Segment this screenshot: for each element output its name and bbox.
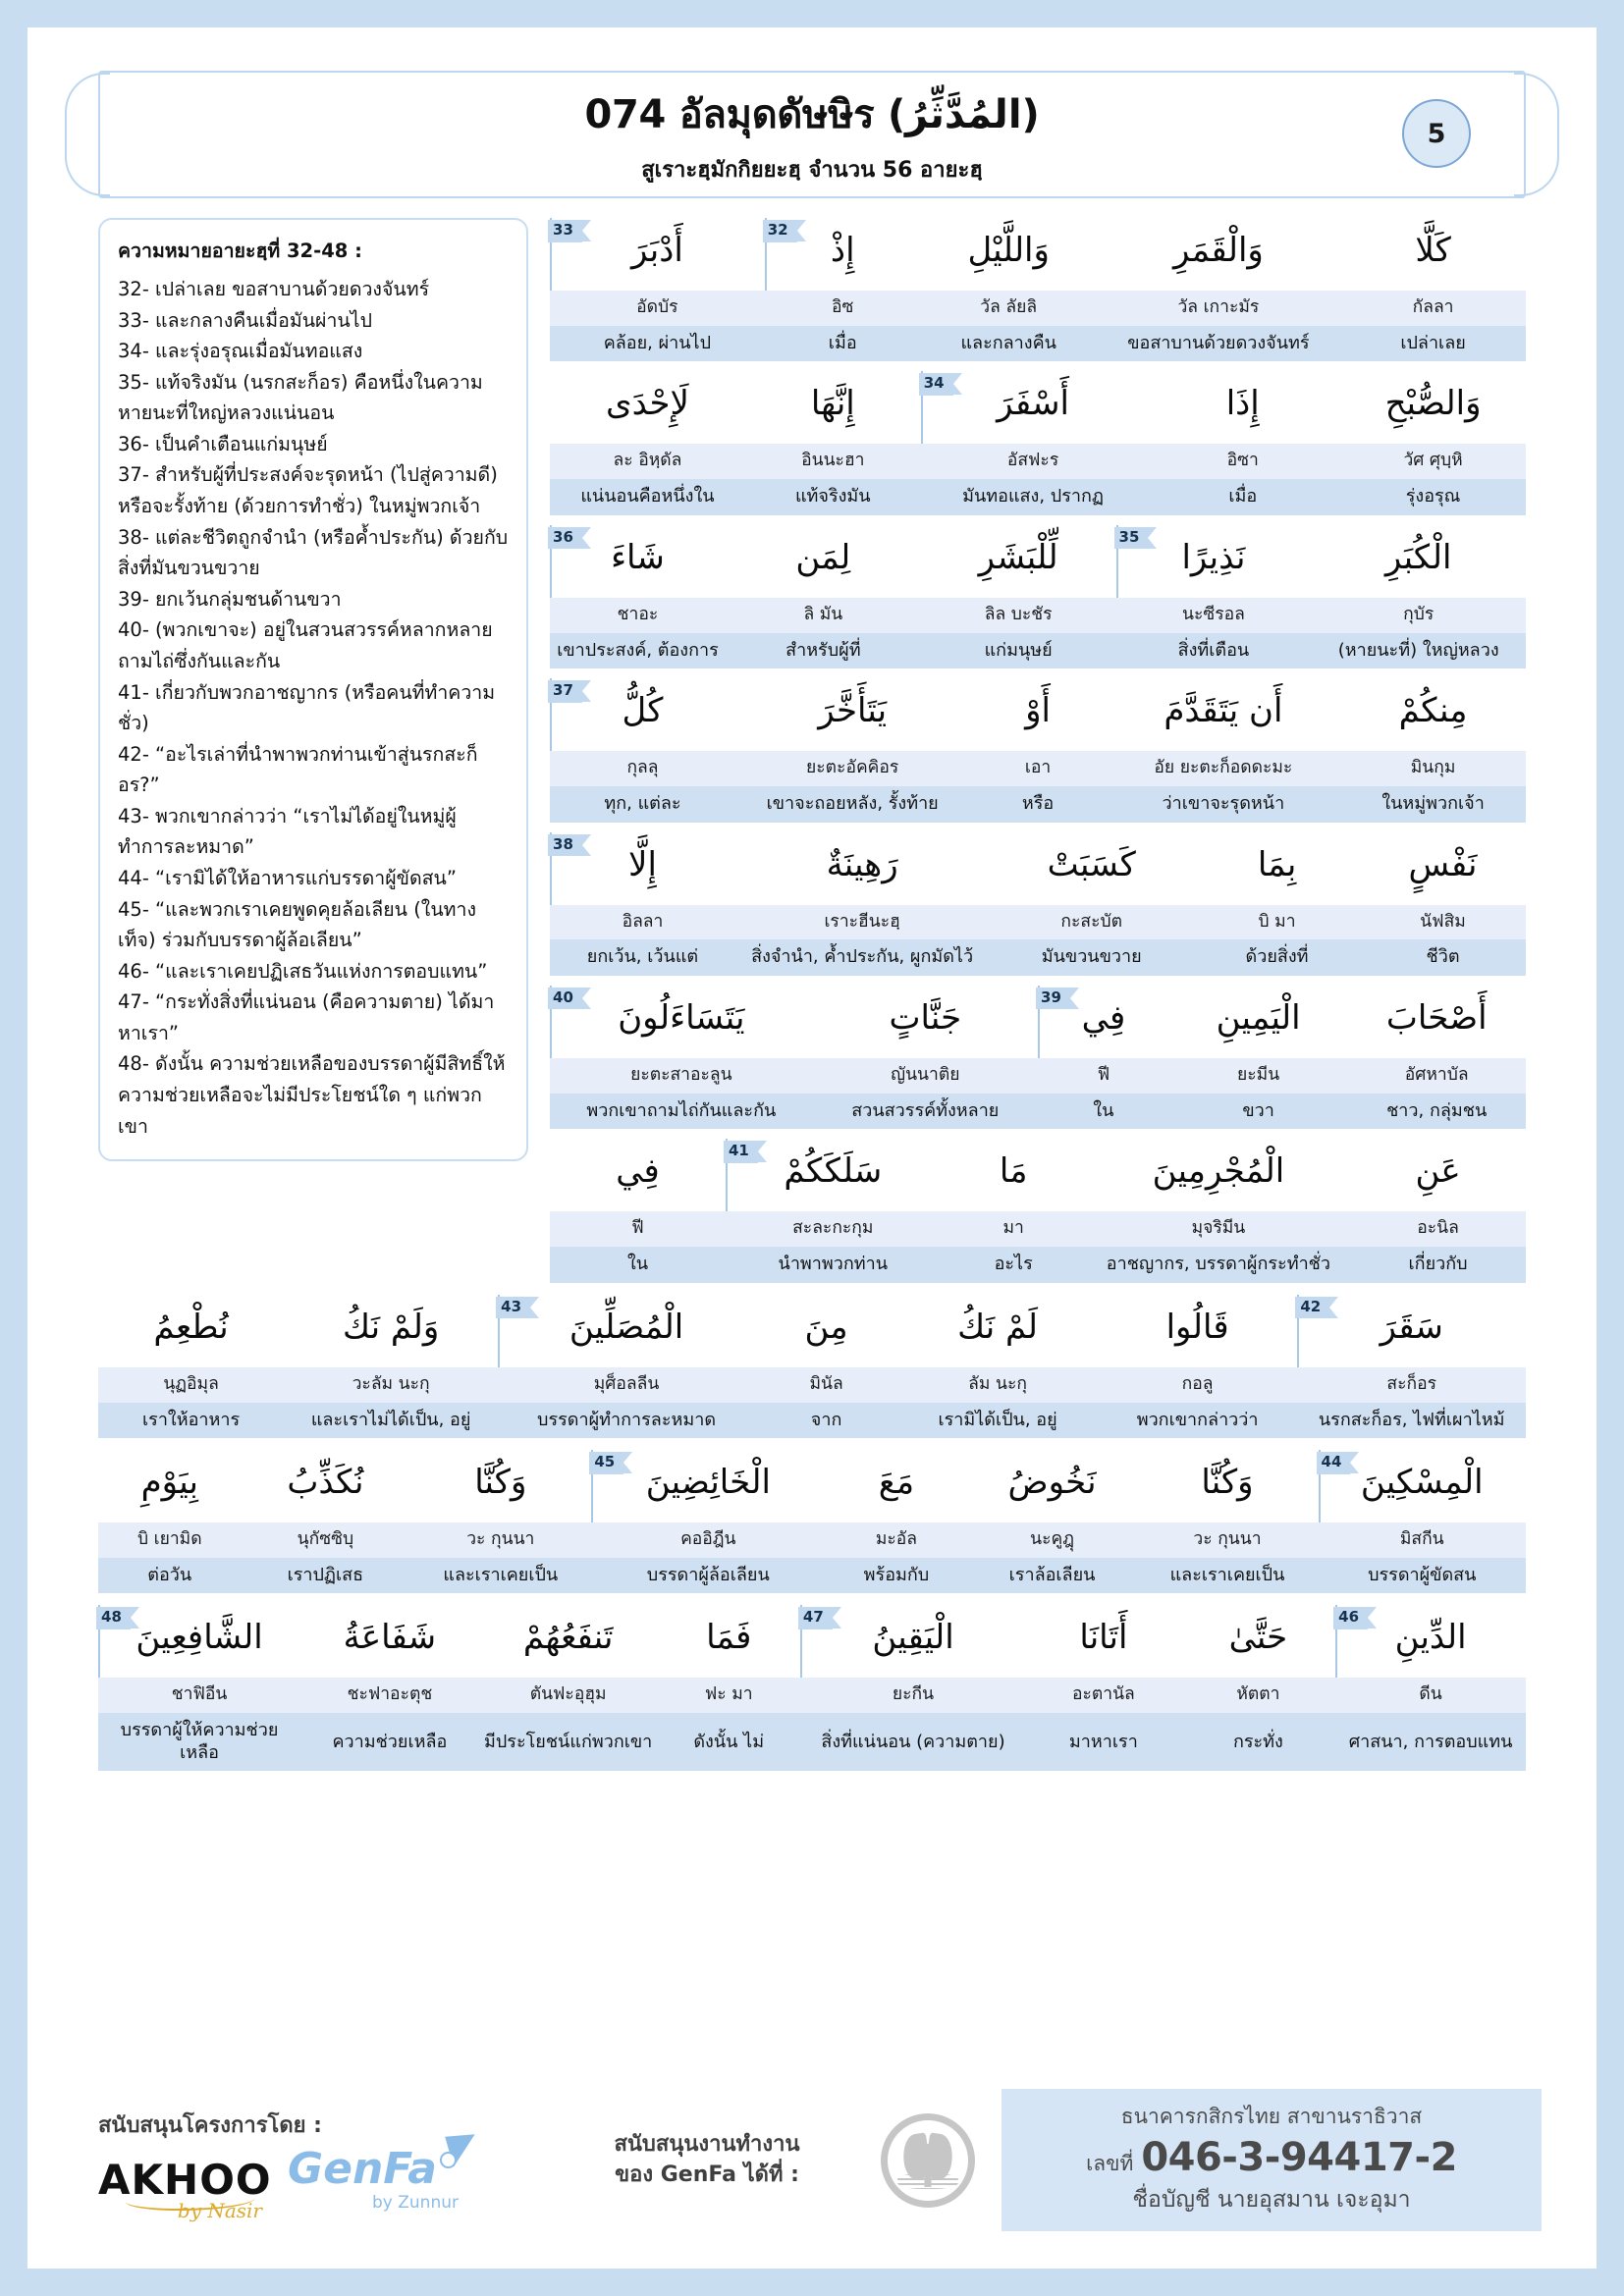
transliteration-cell: มิสกีน xyxy=(1399,1529,1444,1549)
thai-meaning-cell: ใน xyxy=(1093,1099,1114,1121)
meaning-item: 47- “กระทั่งสิ่งที่แน่นอน (คือความตาย) ได้มาหาเรา” xyxy=(118,990,495,1044)
transliteration-cell: มินกุม xyxy=(1410,758,1456,778)
transliteration-cell: ฟี xyxy=(1097,1064,1110,1085)
thai-meaning-cell: และกลางคืน xyxy=(960,332,1056,353)
akhoo-logo xyxy=(98,2156,272,2222)
transliteration-cell: วัล เกาะมัร xyxy=(1177,297,1260,317)
thai-meaning-cell: เขาจะถอยหลัง, รั้งท้าย xyxy=(766,793,939,814)
ayah-number-flag: 32 xyxy=(763,220,797,242)
transliteration-cell: นุกัซซิบุ xyxy=(297,1529,354,1549)
thai-meaning-cell: ขอสาบานด้วยดวงจันทร์ xyxy=(1127,332,1310,353)
bank-seal xyxy=(854,2113,1001,2208)
meaning-panel xyxy=(98,218,528,1161)
meaning-item: 43- พวกเขากล่าวว่า “เราไม่ได้อยู่ในหมู่ผู้ทำการละหมาด” xyxy=(118,804,457,859)
transliteration-cell: นะคูฎุ xyxy=(1030,1529,1074,1549)
arabic-word-cell: حَتَّىٰ xyxy=(1228,1618,1288,1658)
word-row-transliteration-band xyxy=(98,1678,1526,1713)
arabic-word-cell: الْكُبَرِ xyxy=(1384,537,1452,577)
transliteration-cell: ละ อิหฺดัล xyxy=(613,451,682,471)
transliteration-cell: มะอัล xyxy=(875,1529,918,1549)
page-number-badge: 5 xyxy=(1402,99,1471,168)
arabic-word-cell: وَلَمْ نَكُ xyxy=(342,1307,440,1347)
arabic-word-cell: سَقَرَ 42 xyxy=(1297,1295,1526,1367)
word-row xyxy=(550,371,1526,514)
word-row-arabic-word-band xyxy=(550,986,1526,1058)
thai-meaning-cell: ศาสนา, การตอบแทน xyxy=(1348,1731,1513,1752)
word-row xyxy=(550,678,1526,822)
arabic-word-cell: مَعَ xyxy=(878,1463,915,1503)
meaning-item: 45- “และพวกเราเคยพูดคุยล้อเลียน (ในทางเท็จ) ร่วมกับบรรดาผู้ล้อเลียน” xyxy=(118,897,476,952)
arabic-word-cell: نُكَذِّبُ xyxy=(287,1463,364,1503)
thai-meaning-cell: บรรดาผู้ทำการละหมาด xyxy=(537,1409,717,1430)
footer-sponsors xyxy=(98,2108,560,2222)
ayah-number-flag: 48 xyxy=(96,1607,131,1629)
arabic-word-cell: لِّلْبَشَرِ xyxy=(978,537,1058,577)
transliteration-cell: นัฟสิม xyxy=(1420,911,1466,932)
kasikorn-logo-icon xyxy=(881,2113,975,2208)
arabic-word-cell: نَذِيرًا 35 xyxy=(1116,525,1312,598)
transliteration-cell: ฟะ มา xyxy=(704,1684,753,1705)
arabic-word-cell: أَدْبَرَ 33 xyxy=(550,218,765,291)
body xyxy=(98,218,1526,1771)
header xyxy=(98,71,1526,198)
footer xyxy=(98,2089,1542,2231)
word-row xyxy=(550,986,1526,1129)
thai-meaning-cell: ในหมู่พวกเจ้า xyxy=(1381,793,1485,814)
transliteration-cell: กอลู xyxy=(1181,1373,1214,1394)
transliteration-cell: มินัล xyxy=(809,1373,843,1394)
word-row xyxy=(550,1139,1526,1282)
word-row-transliteration-band xyxy=(98,1522,1526,1558)
thai-meaning-cell: แก่มนุษย์ xyxy=(984,639,1053,661)
thai-meaning-cell: หรือ xyxy=(1021,793,1055,814)
word-row-arabic-word-band xyxy=(550,525,1526,598)
account-number: 046-3-94417-2 xyxy=(1141,2135,1457,2180)
thai-meaning-cell: นำพาพวกท่าน xyxy=(778,1254,889,1275)
ayah-number-flag: 37 xyxy=(548,680,582,703)
transliteration-cell: อิซา xyxy=(1226,451,1259,471)
thai-meaning-cell: ทุก, แต่ละ xyxy=(604,793,681,814)
arabic-word-cell: نُطْعِمُ xyxy=(153,1307,229,1347)
meaning-list xyxy=(118,274,509,1142)
word-row-arabic-word-band xyxy=(98,1450,1526,1522)
thai-meaning-cell: ชีวิต xyxy=(1426,946,1460,968)
arabic-word-cell: الْمِسْكِينَ 44 xyxy=(1319,1450,1526,1522)
transliteration-cell: สะละกะกุม xyxy=(792,1218,874,1239)
thai-meaning-cell: แท้จริงมัน xyxy=(794,486,871,507)
transliteration-cell: ญันนาติย xyxy=(891,1064,960,1085)
transliteration-cell: อิลลา xyxy=(622,911,664,932)
word-table-group xyxy=(550,218,1526,1283)
meaning-item: 36- เป็นคำเตือนแก่มนุษย์ xyxy=(118,432,328,455)
account-holder: ชื่อบัญชี นายอุสมาน เจะอุมา xyxy=(1132,2187,1411,2213)
transliteration-cell: หัตตา xyxy=(1236,1684,1280,1705)
thai-meaning-cell: (หายนะที่) ใหญ่หลวง xyxy=(1337,639,1499,661)
transliteration-cell: อะตานัล xyxy=(1071,1684,1135,1705)
thai-meaning-cell: เราล้อเลียน xyxy=(1008,1564,1096,1585)
transliteration-cell: กัลลา xyxy=(1412,297,1454,317)
word-row-thai-meaning-band xyxy=(550,1247,1526,1283)
transliteration-cell: อัศหาบัล xyxy=(1404,1064,1469,1085)
meaning-item: 32- เปล่าเลย ขอสาบานด้วยดวงจันทร์ xyxy=(118,278,430,300)
arabic-word-cell: قَالُوا xyxy=(1165,1307,1229,1347)
transliteration-cell: อินนะฮา xyxy=(801,451,865,471)
transliteration-cell: อัย ยะตะก็อดดะมะ xyxy=(1154,758,1293,778)
bank-name: ธนาคารกสิกรไทย สาขานราธิวาส xyxy=(1120,2105,1423,2128)
transliteration-cell: ชะฟาอะตุช xyxy=(347,1684,433,1705)
account-label: เลขที่ xyxy=(1086,2152,1134,2175)
work-support-line-1: สนับสนุนงานทำงาน xyxy=(614,2131,800,2157)
arabic-word-cell: إِذْ 32 xyxy=(765,218,921,291)
thai-meaning-cell: ใน xyxy=(626,1254,649,1275)
arabic-word-cell: الدِّينِ 46 xyxy=(1335,1605,1526,1678)
meaning-item: 44- “เรามิได้ให้อาหารแก่บรรดาผู้ขัดสน” xyxy=(118,866,457,889)
arabic-word-cell: جَنَّاتٍ xyxy=(889,997,962,1038)
ayah-number-flag: 33 xyxy=(548,220,582,242)
word-row-arabic-word-band xyxy=(550,218,1526,291)
ayah-number-flag: 35 xyxy=(1114,527,1149,550)
thai-meaning-cell: บรรดาผู้ล้อเลียน xyxy=(646,1564,770,1585)
arabic-word-cell: أَسْفَرَ 34 xyxy=(921,371,1146,444)
transliteration-cell: มา xyxy=(1002,1218,1024,1239)
transliteration-cell: วะ กุนนา xyxy=(466,1529,535,1549)
arabic-word-cell: فِي xyxy=(616,1151,660,1192)
arabic-word-cell: مِنكُمْ xyxy=(1398,691,1468,731)
word-row-arabic-word-band xyxy=(98,1605,1526,1678)
thai-meaning-cell: และเราเคยเป็น xyxy=(443,1564,559,1585)
word-row-thai-meaning-band xyxy=(98,1558,1526,1594)
arabic-word-cell: فَمَا xyxy=(706,1618,752,1658)
ayah-number-flag: 45 xyxy=(589,1452,623,1474)
arabic-word-cell: إِنَّهَا xyxy=(810,384,855,424)
genfa-wordmark: GenFa xyxy=(288,2144,437,2194)
thai-meaning-cell: ว่าเขาจะรุดหน้า xyxy=(1162,793,1285,814)
arabic-word-cell: أَتَانَا xyxy=(1079,1618,1128,1658)
transliteration-cell: เราะฮีนะฮฺ xyxy=(824,911,900,932)
word-row-thai-meaning-band xyxy=(550,786,1526,823)
meaning-item: 34- และรุ่งอรุณเมื่อมันทอแสง xyxy=(118,340,363,363)
seal-waves xyxy=(897,2173,958,2189)
arabic-word-cell: يَتَسَاءَلُونَ 40 xyxy=(550,986,813,1058)
word-row-transliteration-band xyxy=(550,598,1526,633)
word-row-thai-meaning-band xyxy=(550,633,1526,669)
genfa-circle-icon xyxy=(440,2152,457,2168)
thai-meaning-cell: บรรดาผู้ขัดสน xyxy=(1368,1564,1477,1585)
thai-meaning-cell: ความช่วยเหลือ xyxy=(332,1731,448,1752)
transliteration-cell: วัศ ศุบฺหิ xyxy=(1403,451,1463,471)
transliteration-cell: บิ มา xyxy=(1258,911,1296,932)
thai-meaning-cell: และเราเคยเป็น xyxy=(1169,1564,1285,1585)
arabic-word-cell: شَفَاعَةُ xyxy=(343,1618,437,1658)
transliteration-cell: มุจริมีน xyxy=(1191,1218,1246,1239)
thai-meaning-cell: สวนสวรรค์ทั้งหลาย xyxy=(851,1099,1000,1121)
thai-meaning-cell: อะไร xyxy=(994,1254,1033,1275)
word-row-arabic-word-band xyxy=(550,371,1526,444)
transliteration-cell: ยะกีน xyxy=(892,1684,935,1705)
thai-meaning-cell: ต่อวัน xyxy=(147,1564,192,1585)
arabic-word-cell: أَصْحَابَ xyxy=(1385,997,1488,1038)
thai-meaning-cell: สิ่งที่แน่นอน (ความตาย) xyxy=(821,1731,1005,1752)
word-row-thai-meaning-band xyxy=(98,1403,1526,1439)
thai-meaning-cell: กระทั่ง xyxy=(1232,1731,1283,1752)
thai-meaning-cell: สิ่งจำนำ, ค้ำประกัน, ผูกมัดไว้ xyxy=(751,946,974,968)
meaning-item: 48- ดังนั้น ความช่วยเหลือของบรรดาผู้มีสิทธิ์ให้ความช่วยเหลือจะไม่มีประโยชน์ใด ๆ แก่พวกเขา xyxy=(118,1052,506,1138)
bank-account-panel xyxy=(1001,2089,1542,2231)
genfa-logo xyxy=(288,2144,464,2213)
transliteration-cell: ลัม นะกุ xyxy=(968,1373,1027,1394)
transliteration-cell: กุบัร xyxy=(1403,604,1435,624)
word-row-arabic-word-band xyxy=(550,832,1526,905)
arabic-word-cell: نَخُوضُ xyxy=(1007,1463,1097,1503)
transliteration-cell: ลิล บะชัร xyxy=(984,604,1053,624)
transliteration-cell: กะสะบัต xyxy=(1060,911,1122,932)
word-row xyxy=(98,1295,1526,1438)
arabic-word-cell: مَا xyxy=(999,1151,1028,1192)
transliteration-cell: วะลัม นะกุ xyxy=(352,1373,430,1394)
word-row-thai-meaning-band xyxy=(550,326,1526,362)
transliteration-cell: ยะตะสาอะลูน xyxy=(630,1064,732,1085)
thai-meaning-cell: เรามิได้เป็น, อยู่ xyxy=(938,1409,1057,1430)
thai-meaning-cell: เกี่ยวกับ xyxy=(1408,1254,1468,1275)
word-row-thai-meaning-band xyxy=(550,479,1526,515)
work-support-text xyxy=(560,2130,854,2191)
transliteration-cell: อิซ xyxy=(832,297,854,317)
transliteration-cell: ลิ มัน xyxy=(803,604,843,624)
arabic-word-cell: الْيَقِينُ 47 xyxy=(800,1605,1026,1678)
transliteration-cell: อัดบัร xyxy=(636,297,678,317)
arabic-word-cell: وَكُنَّا xyxy=(474,1463,527,1503)
word-row-transliteration-band xyxy=(550,751,1526,786)
thai-meaning-cell: มันทอแสง, ปรากฏ xyxy=(962,486,1104,507)
arabic-word-cell: الْمُجْرِمِينَ xyxy=(1152,1151,1285,1192)
arabic-word-cell: فِي 39 xyxy=(1038,986,1169,1058)
thai-meaning-cell: นรกสะก็อร, ไฟที่เผาไหม้ xyxy=(1318,1409,1505,1430)
ayah-number-flag: 40 xyxy=(548,988,582,1010)
ayah-number-flag: 38 xyxy=(548,834,582,857)
arabic-word-cell: لِمَن xyxy=(795,537,851,577)
wide-word-table-group xyxy=(98,1295,1526,1772)
word-row-transliteration-band xyxy=(550,291,1526,326)
worksheet-page xyxy=(27,27,1597,2269)
arabic-word-cell: وَالْقَمَرِ xyxy=(1172,231,1264,271)
ayah-number-flag: 44 xyxy=(1317,1452,1351,1474)
word-row xyxy=(98,1605,1526,1771)
meaning-panel-title: ความหมายอายะฮฺที่ 32-48 : xyxy=(118,240,362,262)
ayah-number-flag: 41 xyxy=(724,1141,758,1163)
meaning-item: 40- (พวกเขาจะ) อยู่ในสวนสวรรค์หลากหลาย ถามไถ่ซึ่งกันและกัน xyxy=(118,618,493,672)
transliteration-cell: ชาอะ xyxy=(617,604,659,624)
word-row-transliteration-band xyxy=(550,905,1526,940)
page-title: 074 อัลมุดดัษษิร (المُدَّثِّرُ) xyxy=(584,92,1040,137)
ayah-number-flag: 34 xyxy=(919,373,953,396)
thai-meaning-cell: แน่นอนคือหนึ่งใน xyxy=(580,486,715,507)
arabic-word-cell: تَنفَعُهُمْ xyxy=(522,1618,614,1658)
transliteration-cell: คออิฎีน xyxy=(680,1529,736,1549)
word-row-thai-meaning-band xyxy=(98,1713,1526,1771)
arabic-word-cell: وَكُنَّا xyxy=(1201,1463,1254,1503)
arabic-word-cell: إِذَا xyxy=(1225,384,1260,424)
ayah-number-flag: 36 xyxy=(548,527,582,550)
transliteration-cell: สะก็อร xyxy=(1386,1373,1436,1394)
arabic-word-cell: لَمْ نَكُ xyxy=(957,1307,1039,1347)
word-row-transliteration-band xyxy=(98,1367,1526,1403)
word-row xyxy=(98,1450,1526,1593)
thai-meaning-cell: มาหาเรา xyxy=(1068,1731,1138,1752)
akhoo-byline: by Nasir xyxy=(177,2199,262,2222)
arabic-word-cell: بِيَوْمِ xyxy=(140,1463,198,1503)
thai-meaning-cell: และเราไม่ได้เป็น, อยู่ xyxy=(310,1409,471,1430)
thai-meaning-cell: ดังนั้น ไม่ xyxy=(693,1731,765,1752)
transliteration-cell: กุลลุ xyxy=(626,758,659,778)
word-row-arabic-word-band xyxy=(98,1295,1526,1367)
transliteration-cell: วะ กุนนา xyxy=(1193,1529,1262,1549)
transliteration-cell: อะนิล xyxy=(1417,1218,1459,1239)
ayah-number-flag: 46 xyxy=(1333,1607,1368,1629)
meaning-item: 33- และกลางคืนเมื่อมันผ่านไป xyxy=(118,308,372,332)
arabic-word-cell: الشَّافِعِينَ 48 xyxy=(98,1605,300,1678)
thai-meaning-cell: สิ่งที่เตือน xyxy=(1177,639,1250,661)
thai-meaning-cell: เราให้อาหาร xyxy=(142,1409,241,1430)
thai-meaning-cell: อาชญากร, บรรดาผู้กระทำชั่ว xyxy=(1106,1254,1331,1275)
arabic-word-cell: الْيَمِينِ xyxy=(1216,997,1301,1038)
meaning-item: 35- แท้จริงมัน (นรกสะก็อร) คือหนึ่งในความหายนะที่ใหญ่หลวงแน่นอน xyxy=(118,370,483,425)
thai-meaning-cell: คล้อย, ผ่านไป xyxy=(603,332,712,353)
arabic-word-cell: شَاءَ 36 xyxy=(550,525,726,598)
transliteration-cell: อัสฟะร xyxy=(1006,451,1059,471)
transliteration-cell: เอา xyxy=(1024,758,1052,778)
ayah-number-flag: 43 xyxy=(496,1297,530,1319)
arabic-word-cell: إِلَّا 38 xyxy=(550,832,735,905)
word-row-transliteration-band xyxy=(550,444,1526,479)
transliteration-cell: ดีน xyxy=(1419,1684,1442,1705)
thai-meaning-cell: พร้อมกับ xyxy=(863,1564,930,1585)
transliteration-cell: ตันฟะอุฮุม xyxy=(529,1684,607,1705)
arabic-word-cell: رَهِينَةٌ xyxy=(826,844,898,884)
thai-meaning-cell: ขวา xyxy=(1242,1099,1274,1121)
word-row-transliteration-band xyxy=(550,1211,1526,1247)
transliteration-cell: วัล ลัยลิ xyxy=(980,297,1038,317)
page-subtitle: สูเราะฮฺมักกิยยะฮฺ จำนวน 56 อายะฮฺ xyxy=(641,158,983,183)
thai-meaning-cell: มันขวนขวาย xyxy=(1041,946,1142,968)
arabic-word-cell: بِمَا xyxy=(1257,844,1297,884)
word-row-transliteration-band xyxy=(550,1058,1526,1094)
genfa-byline: by Zunnur xyxy=(372,2193,459,2213)
transliteration-cell: นุฏอิมุล xyxy=(163,1373,219,1394)
arabic-word-cell: مِنَ xyxy=(804,1307,848,1347)
word-row xyxy=(550,525,1526,668)
arabic-word-cell: كُلُّ 37 xyxy=(550,678,735,751)
ayah-number-flag: 39 xyxy=(1036,988,1070,1010)
thai-meaning-cell: ยกเว้น, เว้นแต่ xyxy=(586,946,699,968)
arabic-word-cell: الْخَائِضِينَ 45 xyxy=(591,1450,825,1522)
arabic-word-cell: كَسَبَتْ xyxy=(1047,844,1136,884)
arabic-word-cell: عَنِ xyxy=(1415,1151,1461,1192)
arabic-word-cell: أَوْ xyxy=(1025,691,1051,731)
thai-meaning-cell: ชาว, กลุ่มชน xyxy=(1386,1099,1488,1121)
thai-meaning-cell: พวกเขาถามไถ่กันและกัน xyxy=(586,1099,777,1121)
arabic-word-cell: كَلَّا xyxy=(1415,231,1451,271)
thai-meaning-cell: เมื่อ xyxy=(828,332,857,353)
thai-meaning-cell: บรรดาผู้ให้ความช่วยเหลือ xyxy=(120,1720,279,1763)
arabic-word-cell: أَن يَتَقَدَّمَ xyxy=(1164,691,1283,731)
word-row-thai-meaning-band xyxy=(550,939,1526,976)
meaning-item: 46- “และเราเคยปฏิเสธวันแห่งการตอบแทน” xyxy=(118,959,488,983)
support-label: สนับสนุนโครงการโดย : xyxy=(98,2113,322,2138)
word-row-arabic-word-band xyxy=(550,1139,1526,1211)
thai-meaning-cell: รุ่งอรุณ xyxy=(1405,486,1461,507)
akhoo-wordmark: AKHOO xyxy=(98,2156,272,2204)
thai-meaning-cell: เขาประสงค์, ต้องการ xyxy=(557,639,719,661)
arabic-word-cell: نَفْسٍ xyxy=(1408,844,1478,884)
arabic-word-cell: يَتَأَخَّرَ xyxy=(818,691,888,731)
word-row xyxy=(550,832,1526,976)
arabic-word-cell: سَلَكَكُمْ 41 xyxy=(726,1139,941,1211)
transliteration-cell: บิ เยามิด xyxy=(136,1529,202,1549)
arabic-word-cell: لَإِحْدَى xyxy=(606,384,689,424)
thai-meaning-cell: ด้วยสิ่งที่ xyxy=(1245,946,1309,968)
thai-meaning-cell: เมื่อ xyxy=(1228,486,1258,507)
word-row-arabic-word-band xyxy=(550,678,1526,751)
transliteration-cell: ชาฟิอีน xyxy=(171,1684,228,1705)
arabic-word-cell: وَاللَّيْلِ xyxy=(967,231,1050,271)
thai-meaning-cell: มีประโยชน์แก่พวกเขา xyxy=(483,1731,653,1752)
arabic-word-cell: الْمُصَلِّينَ 43 xyxy=(498,1295,755,1367)
thai-meaning-cell: สำหรับผู้ที่ xyxy=(785,639,861,661)
meaning-item: 38- แต่ละชีวิตถูกจำนำ (หรือค้ำประกัน) ด้วยกับสิ่งที่มันขวนขวาย xyxy=(118,525,509,580)
ayah-number-flag: 42 xyxy=(1295,1297,1329,1319)
meaning-item: 37- สำหรับผู้ที่ประสงค์จะรุดหน้า (ไปสู่ความดี) หรือจะรั้งท้าย (ด้วยการทำชั่ว) ในหมู่พวกเจ้า xyxy=(118,463,498,518)
arabic-word-cell: وَالصُّبْحِ xyxy=(1384,384,1482,424)
transliteration-cell: มุศ็อลลีน xyxy=(593,1373,660,1394)
meaning-item: 39- ยกเว้นกลุ่มชนด้านขวา xyxy=(118,587,342,611)
transliteration-cell: ฟี xyxy=(631,1218,644,1239)
transliteration-cell: ยะตะอัคคิอร xyxy=(806,758,899,778)
word-row-thai-meaning-band xyxy=(550,1094,1526,1130)
work-support-line-2: ของ GenFa ได้ที่ : xyxy=(615,2162,799,2187)
transliteration-cell: ยะมีน xyxy=(1237,1064,1280,1085)
thai-meaning-cell: พวกเขากล่าวว่า xyxy=(1136,1409,1259,1430)
transliteration-cell: นะซีรอล xyxy=(1181,604,1245,624)
ayah-number-flag: 47 xyxy=(798,1607,833,1629)
thai-meaning-cell: เราปฏิเสธ xyxy=(287,1564,364,1585)
thai-meaning-cell: จาก xyxy=(810,1409,842,1430)
word-row xyxy=(550,218,1526,361)
meaning-item: 41- เกี่ยวกับพวกอาชญากร (หรือคนที่ทำความชั่ว) xyxy=(118,680,496,735)
thai-meaning-cell: เปล่าเลย xyxy=(1400,332,1466,353)
meaning-item: 42- “อะไรเล่าที่นำพาพวกท่านเข้าสู่นรกสะก็อร?” xyxy=(118,742,478,797)
